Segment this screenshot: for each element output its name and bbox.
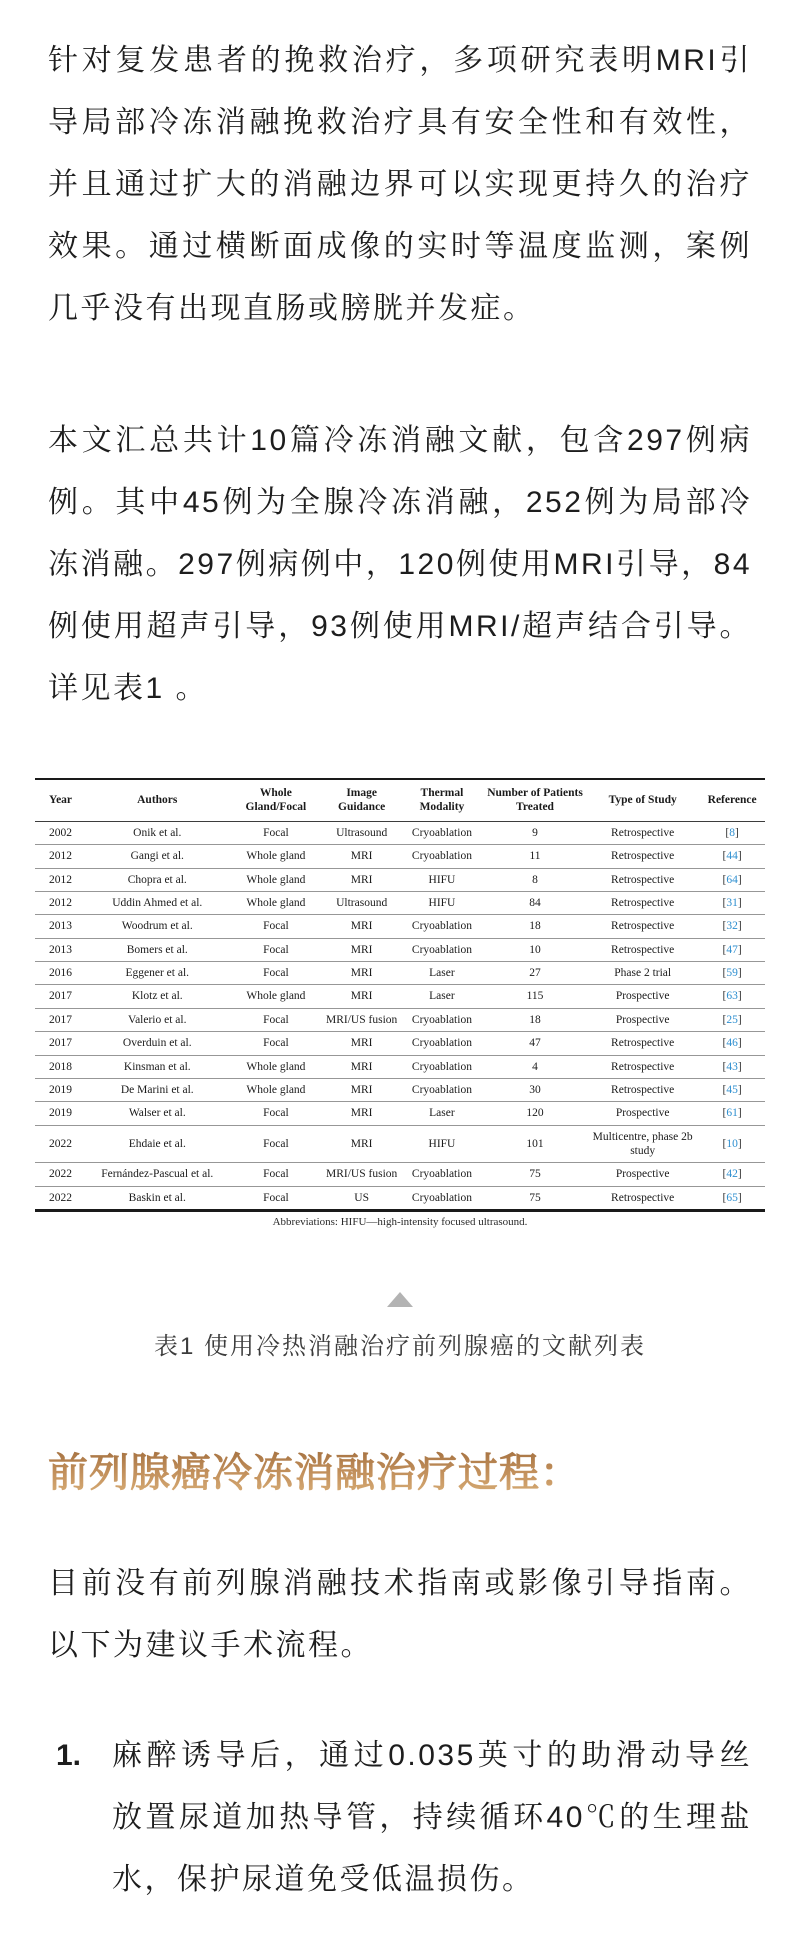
table-cell-authors: Ehdaie et al. [86, 1125, 228, 1163]
reference-bracket: [ [722, 1191, 727, 1204]
table-cell-authors: Fernández-Pascual et al. [86, 1163, 228, 1186]
list-item [48, 1725, 752, 1911]
column-header-study: Type of Study [586, 779, 699, 821]
reference-link[interactable]: 8 [729, 826, 735, 839]
reference-bracket: [ [725, 826, 730, 839]
reference-bracket: ] [734, 826, 739, 839]
table-cell-guidance: MRI [323, 1055, 400, 1078]
table-cell-study: Retrospective [586, 1032, 699, 1055]
table-cell-study: Retrospective [586, 1186, 699, 1210]
table-cell-gland: Focal [228, 1163, 323, 1186]
reference-bracket: ] [737, 1137, 742, 1150]
table-row [35, 845, 765, 868]
table-cell-guidance: MRI [323, 1032, 400, 1055]
reference-bracket: ] [737, 943, 742, 956]
table-cell-reference [699, 868, 765, 891]
literature-table [35, 778, 765, 1212]
reference-bracket: [ [722, 1013, 727, 1026]
table-cell-reference [699, 1163, 765, 1186]
table-cell-gland: Focal [263, 826, 289, 839]
table-row [35, 1008, 765, 1031]
table-cell-gland: Focal [228, 1032, 323, 1055]
reference-bracket: ] [737, 1191, 742, 1204]
reference-bracket: ] [737, 873, 742, 886]
table-row [35, 962, 765, 985]
column-header-gland: Whole Gland/Focal [228, 779, 323, 821]
reference-bracket: [ [722, 967, 727, 979]
table-cell-authors: Onik et al. [133, 826, 182, 839]
table-caption: 表1 使用冷热消融治疗前列腺癌的文献列表 [153, 1333, 646, 1361]
table-cell-modality: Cryoablation [400, 1186, 484, 1210]
table-cell-guidance: MRI [323, 1102, 400, 1125]
reference-link[interactable]: 64 [726, 873, 738, 886]
table-cell-year: 2013 [35, 938, 86, 961]
table-cell-authors: Overduin et al. [86, 1032, 228, 1055]
reference-link[interactable]: 65 [726, 1191, 738, 1204]
table-cell-study: Prospective [586, 1102, 699, 1125]
table-cell-guidance: MRI [323, 915, 400, 938]
table-cell-patients: 47 [484, 1032, 586, 1055]
column-header-reference: Reference [699, 779, 765, 821]
table-cell-guidance: Ultrasound [323, 891, 400, 914]
reference-link[interactable]: 43 [726, 1060, 738, 1073]
paragraph-literature-summary: 本文汇总共计10篇冷冻消融文献，包含297例病例。其中45例为全腺冷冻消融，252例为局部冷冻消融。297例病例中，120例使用MRI引导，84例使用超声引导，93例使用MRI/超声结合引导。详见表1 。 [48, 424, 752, 705]
table-cell-reference [699, 891, 765, 914]
table-row [35, 868, 765, 891]
table-cell-authors: Walser et al. [86, 1102, 228, 1125]
table-cell-gland: Focal [228, 962, 323, 985]
table-cell-patients: 115 [484, 985, 586, 1008]
reference-bracket: ] [737, 920, 742, 933]
reference-bracket: ] [737, 967, 742, 979]
table-cell-reference [699, 938, 765, 961]
reference-link[interactable]: 31 [726, 896, 738, 909]
reference-link[interactable]: 42 [726, 1168, 738, 1181]
table-cell-authors: Baskin et al. [86, 1186, 228, 1210]
table-cell-reference [699, 1102, 765, 1125]
table-cell-reference [699, 915, 765, 938]
table-cell-year: 2019 [35, 1078, 86, 1101]
table-cell-study: Multicentre, phase 2b study [586, 1125, 699, 1163]
table-cell-guidance: MRI [323, 985, 400, 1008]
table-cell-gland: Focal [228, 1102, 323, 1125]
reference-link[interactable]: 59 [726, 967, 738, 979]
table-row [35, 1125, 765, 1163]
reference-bracket: [ [722, 873, 727, 886]
column-header-authors: Authors [86, 779, 228, 821]
table-cell-patients: 30 [484, 1078, 586, 1101]
reference-link[interactable]: 44 [726, 850, 738, 863]
table-cell-modality: HIFU [400, 868, 484, 891]
table-cell-study: Retrospective [586, 1055, 699, 1078]
table-cell-guidance: MRI [323, 962, 400, 985]
table-cell-patients: 4 [484, 1055, 586, 1078]
table-cell-authors: Bomers et al. [86, 938, 228, 961]
reference-bracket: [ [722, 1168, 727, 1181]
table-cell-patients: 27 [484, 962, 586, 985]
table-cell-authors: Gangi et al. [86, 845, 228, 868]
paragraph-salvage-therapy: 针对复发患者的挽救治疗，多项研究表明MRI引导局部冷冻消融挽救治疗具有安全性和有效性，并且通过扩大的消融边界可以实现更持久的治疗效果。通过横断面成像的实时等温度监测，案例几乎没有出现直肠或膀胱并发症。 [48, 44, 752, 325]
table-cell-gland: Whole gland [228, 1078, 323, 1101]
table-cell-year: 2022 [35, 1163, 86, 1186]
table-cell-year: 2016 [35, 962, 86, 985]
table-cell-modality: Laser [400, 1102, 484, 1125]
reference-link[interactable]: 45 [726, 1083, 738, 1096]
table-cell-gland: Whole gland [228, 985, 323, 1008]
table-row [35, 985, 765, 1008]
table-row [35, 1055, 765, 1078]
table-cell-modality: Cryoablation [400, 938, 484, 961]
column-header-modality: Thermal Modality [400, 779, 484, 821]
list-item-number: 1. [56, 1739, 82, 1773]
table-cell-modality: HIFU [400, 891, 484, 914]
table-cell-patients: 75 [484, 1186, 586, 1210]
reference-link[interactable]: 10 [726, 1137, 738, 1150]
reference-bracket: ] [737, 1083, 742, 1096]
list-item-text: 麻醉诱导后，通过0.035英寸的助滑动导丝放置尿道加热导管，持续循环40℃的生理盐水，保护尿道免受低温损伤。 [112, 1739, 752, 1897]
table-row [35, 821, 765, 844]
reference-bracket: [ [722, 1137, 727, 1150]
table-cell-gland: Focal [228, 1008, 323, 1031]
table-cell-patients: 9 [532, 826, 538, 839]
column-header-year: Year [35, 779, 86, 821]
reference-bracket: ] [737, 1060, 742, 1073]
table-row [35, 915, 765, 938]
table-cell-gland: Whole gland [228, 868, 323, 891]
table-row [35, 1078, 765, 1101]
table-cell-reference [699, 985, 765, 1008]
table-cell-study: Retrospective [586, 845, 699, 868]
table-cell-guidance: MRI [323, 1078, 400, 1101]
table-cell-gland: Whole gland [228, 891, 323, 914]
table-cell-modality: Cryoablation [400, 915, 484, 938]
table-cell-guidance: MRI [323, 1125, 400, 1163]
paragraph-no-guidelines: 目前没有前列腺消融技术指南或影像引导指南。以下为建议手术流程。 [48, 1567, 752, 1663]
reference-bracket: ] [737, 850, 742, 863]
table-row [35, 938, 765, 961]
table-cell-study: Prospective [586, 985, 699, 1008]
table-cell-modality: Cryoablation [400, 1008, 484, 1031]
table-cell-year: 2017 [35, 1008, 86, 1031]
table-cell-patients: 8 [484, 868, 586, 891]
table-cell-year: 2022 [35, 1125, 86, 1163]
reference-bracket: ] [737, 1168, 742, 1181]
table-cell-year: 2012 [35, 891, 86, 914]
table-cell-patients: 120 [484, 1102, 586, 1125]
table-cell-study: Retrospective [586, 1078, 699, 1101]
table-cell-patients: 101 [484, 1125, 586, 1163]
table-cell-patients: 75 [484, 1163, 586, 1186]
reference-bracket: ] [737, 990, 742, 1003]
table-cell-year: 2017 [35, 985, 86, 1008]
table-cell-guidance: MRI/US fusion [323, 1008, 400, 1031]
table-cell-modality: Cryoablation [411, 826, 472, 839]
reference-bracket: ] [737, 1013, 742, 1026]
column-header-patients: Number of Patients Treated [484, 779, 586, 821]
table-cell-study: Prospective [586, 1008, 699, 1031]
table-cell-authors: De Marini et al. [86, 1078, 228, 1101]
table-cell-year: 2013 [35, 915, 86, 938]
table-cell-modality: Cryoablation [400, 1163, 484, 1186]
table-cell-reference [699, 1032, 765, 1055]
table-cell-guidance: MRI [323, 938, 400, 961]
procedure-list [48, 1725, 752, 1911]
table-cell-study: Retrospective [586, 891, 699, 914]
table-row [35, 1163, 765, 1186]
table-cell-gland: Whole gland [228, 845, 323, 868]
table-cell-modality: Laser [400, 985, 484, 1008]
table-cell-authors: Eggener et al. [86, 962, 228, 985]
reference-bracket: ] [737, 1037, 742, 1050]
reference-link[interactable]: 47 [726, 943, 738, 956]
table-cell-authors: Woodrum et al. [86, 915, 228, 938]
table-cell-reference [699, 962, 765, 985]
table-cell-authors: Valerio et al. [86, 1008, 228, 1031]
table-cell-year: 2022 [35, 1186, 86, 1210]
table-cell-patients: 18 [484, 1008, 586, 1031]
table-cell-gland: Focal [228, 915, 323, 938]
table-cell-patients: 10 [484, 938, 586, 961]
table-cell-year: 2019 [35, 1102, 86, 1125]
table-cell-reference [699, 1008, 765, 1031]
table-cell-reference [699, 1125, 765, 1163]
table-cell-patients: 18 [484, 915, 586, 938]
table-cell-modality: Cryoablation [400, 1032, 484, 1055]
table-cell-year: 2012 [35, 868, 86, 891]
table-cell-study: Prospective [586, 1163, 699, 1186]
reference-bracket: [ [722, 896, 727, 909]
table-cell-reference [699, 845, 765, 868]
table-cell-study: Retrospective [586, 868, 699, 891]
table-cell-gland: Focal [228, 1125, 323, 1163]
reference-bracket: [ [722, 1037, 727, 1050]
table-cell-year: 2012 [35, 845, 86, 868]
table-cell-study: Phase 2 trial [586, 962, 699, 985]
table-cell-authors: Klotz et al. [86, 985, 228, 1008]
literature-table-figure [35, 778, 765, 1234]
reference-bracket: [ [722, 943, 727, 956]
table-row [35, 891, 765, 914]
reference-bracket: [ [722, 850, 727, 863]
figure-collapse-row [48, 1292, 752, 1312]
table-row [35, 1032, 765, 1055]
reference-bracket: [ [722, 990, 727, 1003]
table-cell-reference [699, 1055, 765, 1078]
table-row [35, 1102, 765, 1125]
reference-link[interactable]: 25 [726, 1013, 738, 1026]
table-footnote: Abbreviations: HIFU—high-intensity focused ultrasound. [272, 1216, 528, 1229]
reference-bracket: [ [722, 920, 727, 933]
table-cell-guidance: Ultrasound [336, 826, 388, 839]
reference-bracket: [ [722, 1060, 727, 1073]
reference-link[interactable]: 63 [726, 990, 738, 1003]
table-cell-authors: Uddin Ahmed et al. [86, 891, 228, 914]
table-cell-modality: Laser [400, 962, 484, 985]
table-row [35, 1186, 765, 1210]
table-cell-gland: Focal [228, 938, 323, 961]
table-cell-authors: Kinsman et al. [86, 1055, 228, 1078]
table-cell-reference [699, 1078, 765, 1101]
reference-bracket: ] [737, 1107, 742, 1120]
table-cell-modality: Cryoablation [400, 1055, 484, 1078]
table-cell-guidance: MRI [323, 868, 400, 891]
table-cell-patients: 11 [484, 845, 586, 868]
table-cell-modality: Cryoablation [400, 845, 484, 868]
table-cell-guidance: MRI [323, 845, 400, 868]
reference-link[interactable]: 32 [726, 920, 738, 933]
section-heading-cryoablation-process: 前列腺癌冷冻消融治疗过程： [48, 1441, 581, 1498]
table-cell-guidance: MRI/US fusion [323, 1163, 400, 1186]
table-cell-modality: HIFU [400, 1125, 484, 1163]
table-cell-gland: Whole gland [228, 1055, 323, 1078]
table-cell-gland: Focal [228, 1186, 323, 1210]
table-cell-patients: 84 [484, 891, 586, 914]
table-cell-year: 2017 [35, 1032, 86, 1055]
table-cell-authors: Chopra et al. [86, 868, 228, 891]
table-cell-reference [699, 821, 765, 844]
reference-link[interactable]: 46 [726, 1037, 738, 1050]
triangle-up-icon[interactable] [387, 1292, 413, 1307]
reference-bracket: ] [737, 896, 742, 909]
table-cell-year: 2002 [49, 826, 73, 839]
table-cell-year: 2018 [35, 1055, 86, 1078]
reference-link[interactable]: 61 [726, 1107, 738, 1120]
table-header-row [35, 779, 765, 821]
reference-bracket: [ [722, 1107, 727, 1120]
table-cell-study: Retrospective [586, 915, 699, 938]
column-header-guidance: Image Guidance [323, 779, 400, 821]
table-cell-guidance: US [323, 1186, 400, 1210]
reference-bracket: [ [722, 1083, 727, 1096]
table-cell-modality: Cryoablation [400, 1078, 484, 1101]
table-cell-reference [699, 1186, 765, 1210]
table-cell-study: Retrospective [611, 826, 675, 839]
table-cell-study: Retrospective [586, 938, 699, 961]
